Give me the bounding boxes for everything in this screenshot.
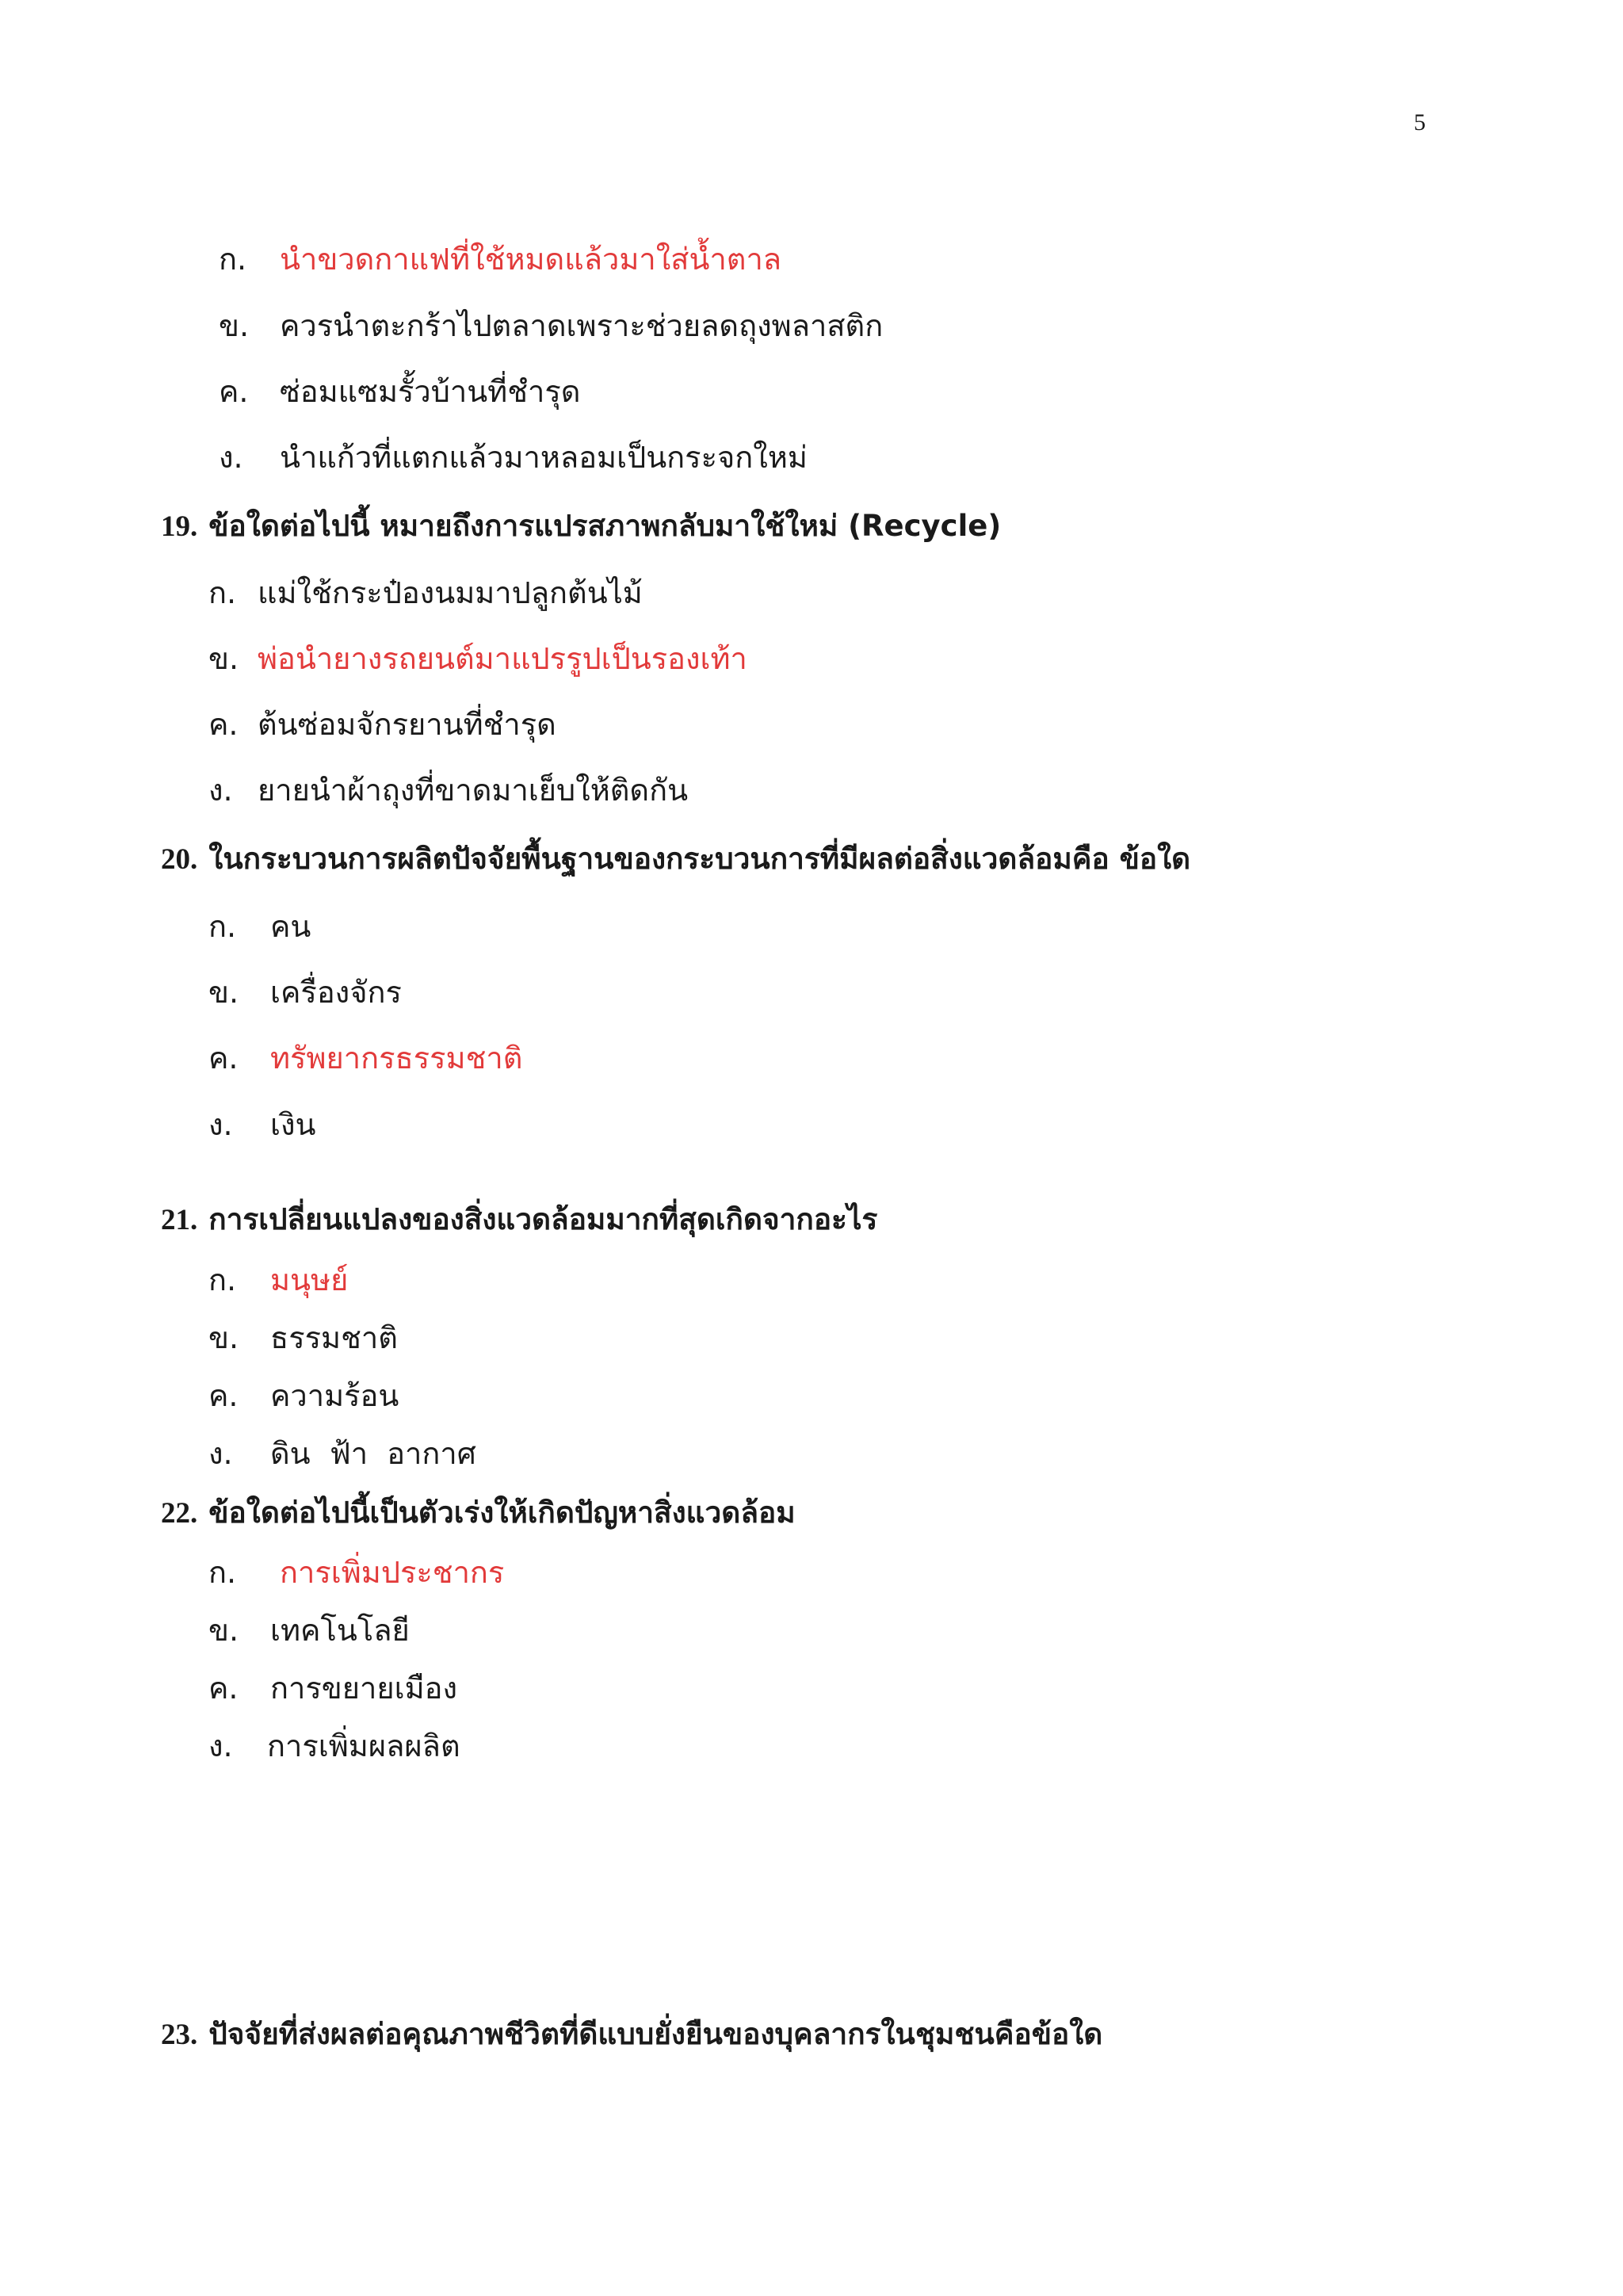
- option-text: การเพิ่มประชากร: [280, 1555, 505, 1590]
- question-number: 21.: [161, 1204, 198, 1236]
- question-text: ข้อใดต่อไปนี้เป็นตัวเร่งให้เกิดปัญหาสิ่งแวดล้อม: [208, 1496, 796, 1530]
- option-marker: ข.: [208, 975, 239, 1010]
- option-text: เงิน: [270, 1107, 316, 1142]
- option-marker: ข.: [208, 1613, 239, 1648]
- option-marker: ข.: [208, 641, 239, 676]
- option-text: มนุษย์: [270, 1263, 349, 1297]
- option-marker: ข.: [219, 308, 250, 343]
- page-number: 5: [1414, 109, 1426, 136]
- option-text: ความร้อน: [270, 1378, 399, 1413]
- option-text: ธรรมชาติ: [270, 1320, 398, 1355]
- option-text: ซ่อมแซมรั้วบ้านที่ชำรุด: [280, 374, 581, 409]
- option-text: นำแก้วที่แตกแล้วมาหลอมเป็นกระจกใหม่: [280, 440, 808, 475]
- option-text: นำขวดกาแฟที่ใช้หมดแล้วมาใส่น้ำตาล: [280, 242, 782, 277]
- option-marker: ก.: [208, 1263, 237, 1297]
- question-22: [161, 1498, 796, 1528]
- option-text: เครื่องจักร: [270, 975, 402, 1010]
- option-marker: ง.: [208, 1107, 233, 1142]
- option-text: การขยายเมือง: [270, 1671, 458, 1706]
- option-text: เทคโนโลยี: [270, 1613, 410, 1648]
- option-marker: ง.: [219, 440, 243, 475]
- option-marker: ก.: [208, 909, 237, 944]
- question-number: 23.: [161, 2019, 198, 2051]
- question-number: 19.: [161, 510, 198, 543]
- option-text: การเพิ่มผลผลิต: [267, 1729, 460, 1763]
- option-marker: ง.: [208, 1729, 233, 1763]
- question-text: ข้อใดต่อไปนี้ หมายถึงการแปรสภาพกลับมาใช้ใหม่ (Recycle): [208, 509, 1002, 543]
- option-text: ทรัพยากรธรรมชาติ: [270, 1041, 523, 1075]
- option-marker: ค.: [208, 1671, 239, 1706]
- option-marker: ค.: [208, 707, 239, 742]
- option-marker: ก.: [208, 1555, 237, 1590]
- option-marker: ค.: [219, 374, 249, 409]
- question-text: ปัจจัยที่ส่งผลต่อคุณภาพชีวิตที่ดีแบบยั่งยืนของบุคลากรในชุมชนคือข้อใด: [208, 2017, 1103, 2051]
- question-text: ในกระบวนการผลิตปัจจัยพื้นฐานของกระบวนการที่มีผลต่อสิ่งแวดล้อมคือ ข้อใด: [208, 842, 1191, 876]
- option-text: พ่อนำยางรถยนต์มาแปรรูปเป็นรองเท้า: [258, 641, 747, 676]
- option-text: คน: [270, 909, 311, 944]
- question-text: การเปลี่ยนแปลงของสิ่งแวดล้อมมากที่สุดเกิดจากอะไร: [208, 1202, 878, 1236]
- option-marker: ง.: [208, 1436, 233, 1471]
- question-number: 22.: [161, 1497, 198, 1530]
- question-21: [161, 1202, 878, 1236]
- option-text: ต้นซ่อมจักรยานที่ชำรุด: [258, 707, 556, 742]
- option-text: ดิน ฟ้า อากาศ: [270, 1436, 476, 1471]
- option-marker: ข.: [208, 1320, 239, 1355]
- option-marker: ก.: [208, 575, 237, 610]
- question-number: 20.: [161, 843, 198, 876]
- option-marker: ง.: [208, 773, 233, 808]
- question-20: [161, 844, 1190, 874]
- option-marker: ค.: [208, 1378, 239, 1413]
- option-text: แม่ใช้กระป๋องนมมาปลูกต้นไม้: [258, 575, 643, 610]
- option-marker: ก.: [219, 242, 247, 277]
- question-19: [161, 511, 1001, 541]
- option-text: ควรนำตะกร้าไปตลาดเพราะช่วยลดถุงพลาสติก: [280, 308, 884, 343]
- question-23: [161, 2019, 1102, 2050]
- option-marker: ค.: [208, 1041, 239, 1075]
- option-text: ยายนำผ้าถุงที่ขาดมาเย็บให้ติดกัน: [258, 773, 689, 808]
